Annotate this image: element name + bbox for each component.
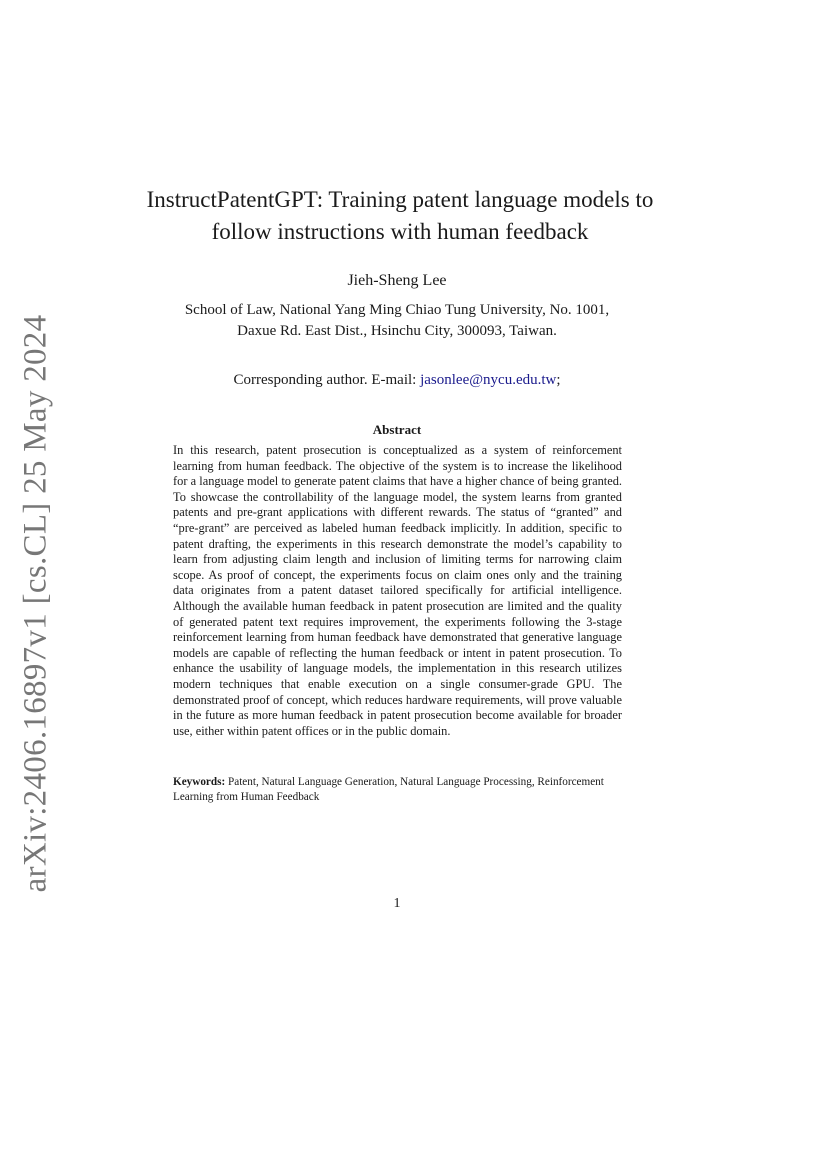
abstract-heading: Abstract — [372, 422, 422, 437]
arxiv-identifier-text: arXiv:2406.16897v1 [cs.CL] 25 May 2024 — [17, 314, 54, 893]
author-affiliation — [140, 300, 654, 342]
affiliation-line-1: School of Law, National Yang Ming Chiao Tung University, No. 1001, — [184, 302, 610, 318]
author-name: Jieh-Sheng Lee — [347, 272, 447, 289]
email-suffix: ; — [556, 372, 561, 388]
affiliation-line-2: Daxue Rd. East Dist., Hsinchu City, 300093, Taiwan. — [237, 323, 557, 339]
page-number: 1 — [393, 896, 401, 911]
keywords — [173, 775, 622, 804]
paper-title: InstructPatentGPT: Training patent language models to follow instructions with human feedback — [146, 187, 654, 244]
corresponding-label: Corresponding author. E-mail: — [233, 372, 417, 388]
corresponding-author — [0, 372, 794, 389]
abstract-body: In this research, patent prosecution is conceptualized as a system of reinforcement learning from human feedback. The objective of the system is to increase the likelihood for a language model to generate patent claims that have a higher chance of being granted. To showcase the controllability of the language model, the system learns from granted patents and pre-grant applications with different rewards. The status of “granted” and “pre-grant” are perceived as labeled human feedback implicitly. In addition, specific to patent drafting, the experiments in this research demonstrate the model’s capability to learn from adjusting claim length and inclusion of limiting terms for narrowing claim scope. As proof of concept, the experiments focus on claim ones only and the training data originates from a patent dataset tailored specifically for artificial intelligence. Although the available human feedback in patent prosecution are limited and the quality of generated patent text requires improvement, the experiments following the 3-stage reinforcement learning from human feedback have demonstrated that generative language models are capable of reflecting the human feedback or intent in patent prosecution. To enhance the usability of language models, the implementation in this research utilizes modern techniques that enable execution on a single consumer-grade GPU. The demonstrated proof of concept, which reduces hardware requirements, will prove valuable in the future as more human feedback in patent prosecution become available for broader use, either within patent offices or in the public domain. — [173, 443, 622, 738]
keywords-label: Keywords: — [173, 776, 226, 788]
keywords-text: Patent, Natural Language Generation, Natural Language Processing, Reinforcement Learning from Human Feedback — [173, 776, 604, 803]
email-link[interactable]: jasonlee@nycu.edu.tw — [420, 372, 557, 388]
